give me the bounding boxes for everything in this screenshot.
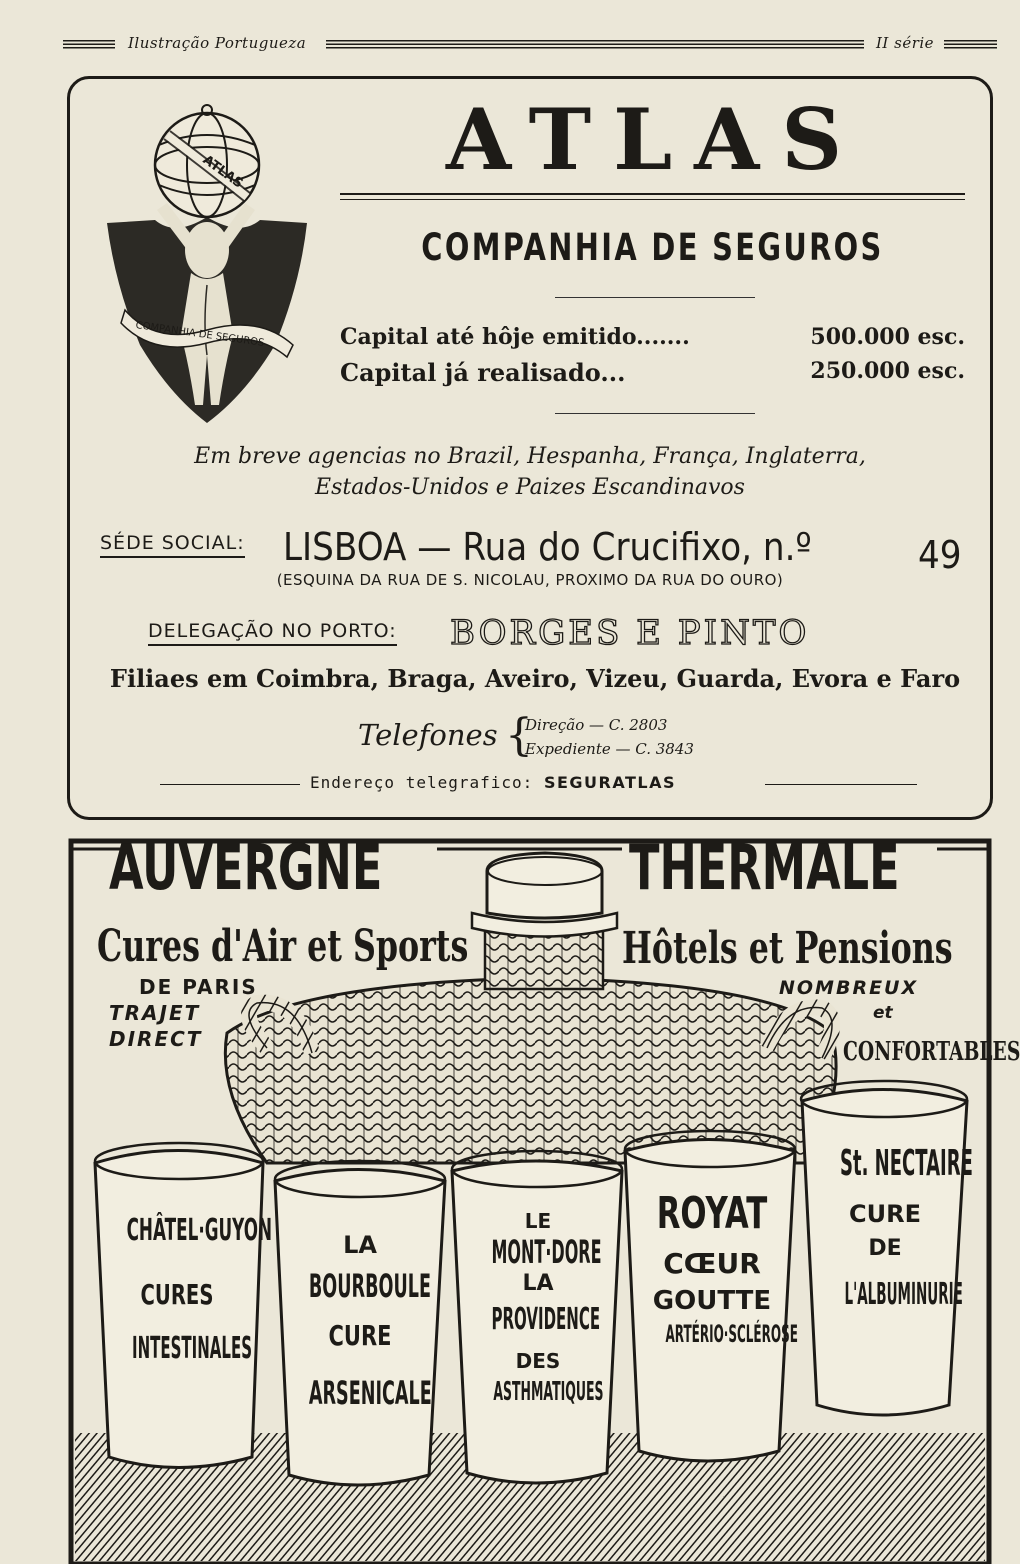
- header-rule-middle: [326, 40, 864, 49]
- thermale-title: THERMALE: [629, 831, 900, 904]
- sede-label: SÉDE SOCIAL:: [100, 530, 245, 558]
- cup-line: PROVIDENCE: [491, 1302, 601, 1337]
- cup-line: CHÂTEL·GUYON: [126, 1213, 273, 1248]
- cup-line: ARTÉRIO·SCLÉROSE: [665, 1320, 798, 1348]
- atlas-title: ATLAS: [446, 90, 864, 189]
- auvergne-title: AUVERGNE: [109, 831, 383, 904]
- publication-title: Ilustração Portugueza: [128, 34, 307, 52]
- direct-label: DIRECT: [109, 1027, 203, 1051]
- hotels-heading: Hôtels et Pensions: [622, 923, 953, 974]
- endereco-rule-right: [765, 784, 917, 785]
- telefone-expediente: Expediente — C. 3843: [525, 740, 694, 758]
- cup-line: ARSENICALE: [308, 1374, 432, 1412]
- et-label: et: [873, 1003, 893, 1023]
- confortables-label: CONFORTABLES: [843, 1037, 1020, 1067]
- telefone-direcao: Direção — C. 2803: [525, 716, 668, 734]
- cup-line: BOURBOULE: [308, 1267, 431, 1305]
- cures-air-heading: Cures d'Air et Sports: [97, 921, 469, 972]
- title-underline-2: [340, 199, 965, 200]
- cup-text-chatel-guyon: [87, 1213, 273, 1366]
- header-rule-right: [944, 40, 997, 49]
- nombreux-label: NOMBREUX: [779, 977, 919, 999]
- brace: {: [505, 710, 533, 761]
- cup-line: ROYAT: [656, 1188, 768, 1239]
- endereco-value: SEGURATLAS: [543, 773, 676, 792]
- endereco-telegrafico: [160, 773, 920, 797]
- capital-emitido-label: Capital até hôje emitido.......: [340, 324, 690, 350]
- telefones-label: Telefones: [358, 718, 498, 752]
- agencias-line-1: Em breve agencias no Brazil, Hespanha, França, Inglaterra,: [194, 444, 866, 469]
- cup-line: LA: [522, 1271, 554, 1296]
- divider: [555, 413, 755, 414]
- capital-realisado-value: 250.000 esc.: [810, 358, 965, 384]
- endereco-text: [310, 773, 676, 792]
- header-rule-left: [63, 40, 115, 49]
- cup-line: LE: [524, 1209, 552, 1233]
- divider: [555, 297, 755, 298]
- atlas-logo: [95, 105, 320, 425]
- capital-realisado-row: [340, 358, 965, 387]
- sede-address: LISBOA — Rua do Crucifixo, n.º: [283, 525, 812, 569]
- cup-line: CURE: [328, 1319, 392, 1352]
- cup-text-la-bourboule: [267, 1231, 453, 1412]
- cup-line: GOUTTE: [652, 1286, 772, 1316]
- title-underline: [340, 193, 965, 195]
- cup-text-mont-dore: [445, 1209, 631, 1407]
- sede-location-note: (ESQUINA DA RUA DE S. NICOLAU, PROXIMO DA RUA DO OURO): [276, 571, 784, 589]
- capital-realisado-label: Capital já realisado...: [340, 358, 626, 387]
- cup-line: CURES: [140, 1278, 214, 1311]
- company-subtitle: COMPANHIA DE SEGUROS: [421, 226, 884, 269]
- logo-banner-text: COMPANHIA DE SEGUROS: [134, 320, 265, 349]
- series-label: II série: [876, 34, 935, 52]
- endereco-rule-left: [160, 784, 300, 785]
- cup-line: DES: [515, 1349, 561, 1373]
- cup-line: MONT·DORE: [491, 1233, 602, 1271]
- endereco-label: Endereço telegrafico:: [310, 773, 534, 792]
- cup-line: INTESTINALES: [132, 1331, 252, 1366]
- de-paris-label: DE PARIS: [139, 975, 258, 999]
- capital-emitido-row: [340, 324, 965, 350]
- delegacao-label: DELEGAÇÃO NO PORTO:: [148, 618, 397, 646]
- cup-text-royat: [619, 1188, 805, 1348]
- cup-text-st-nectaire: [795, 1143, 975, 1312]
- cup-line: ASTHMATIQUES: [493, 1377, 604, 1407]
- cup-line: St. NECTAIRE: [840, 1143, 973, 1184]
- filiaes-line: Filiaes em Coimbra, Braga, Aveiro, Vizeu, Guarda, Evora e Faro: [109, 664, 961, 693]
- sede-number: 49: [918, 533, 962, 577]
- cup-line: L'ALBUMINURIE: [844, 1277, 963, 1312]
- cup-line: DE: [868, 1236, 902, 1261]
- agencias-line-2: Estados-Unidos e Paizes Escandinavos: [315, 475, 745, 500]
- delegacao-name: BORGES E PINTO: [450, 613, 810, 653]
- trajet-label: TRAJET: [109, 1001, 201, 1025]
- logo-globe-text: ATLAS: [199, 152, 246, 192]
- cup-line: CURE: [849, 1200, 921, 1228]
- capital-emitido-value: 500.000 esc.: [810, 324, 965, 350]
- auvergne-poster: [67, 831, 1020, 1564]
- cup-line: LA: [343, 1231, 377, 1259]
- cup-line: CŒUR: [663, 1247, 761, 1280]
